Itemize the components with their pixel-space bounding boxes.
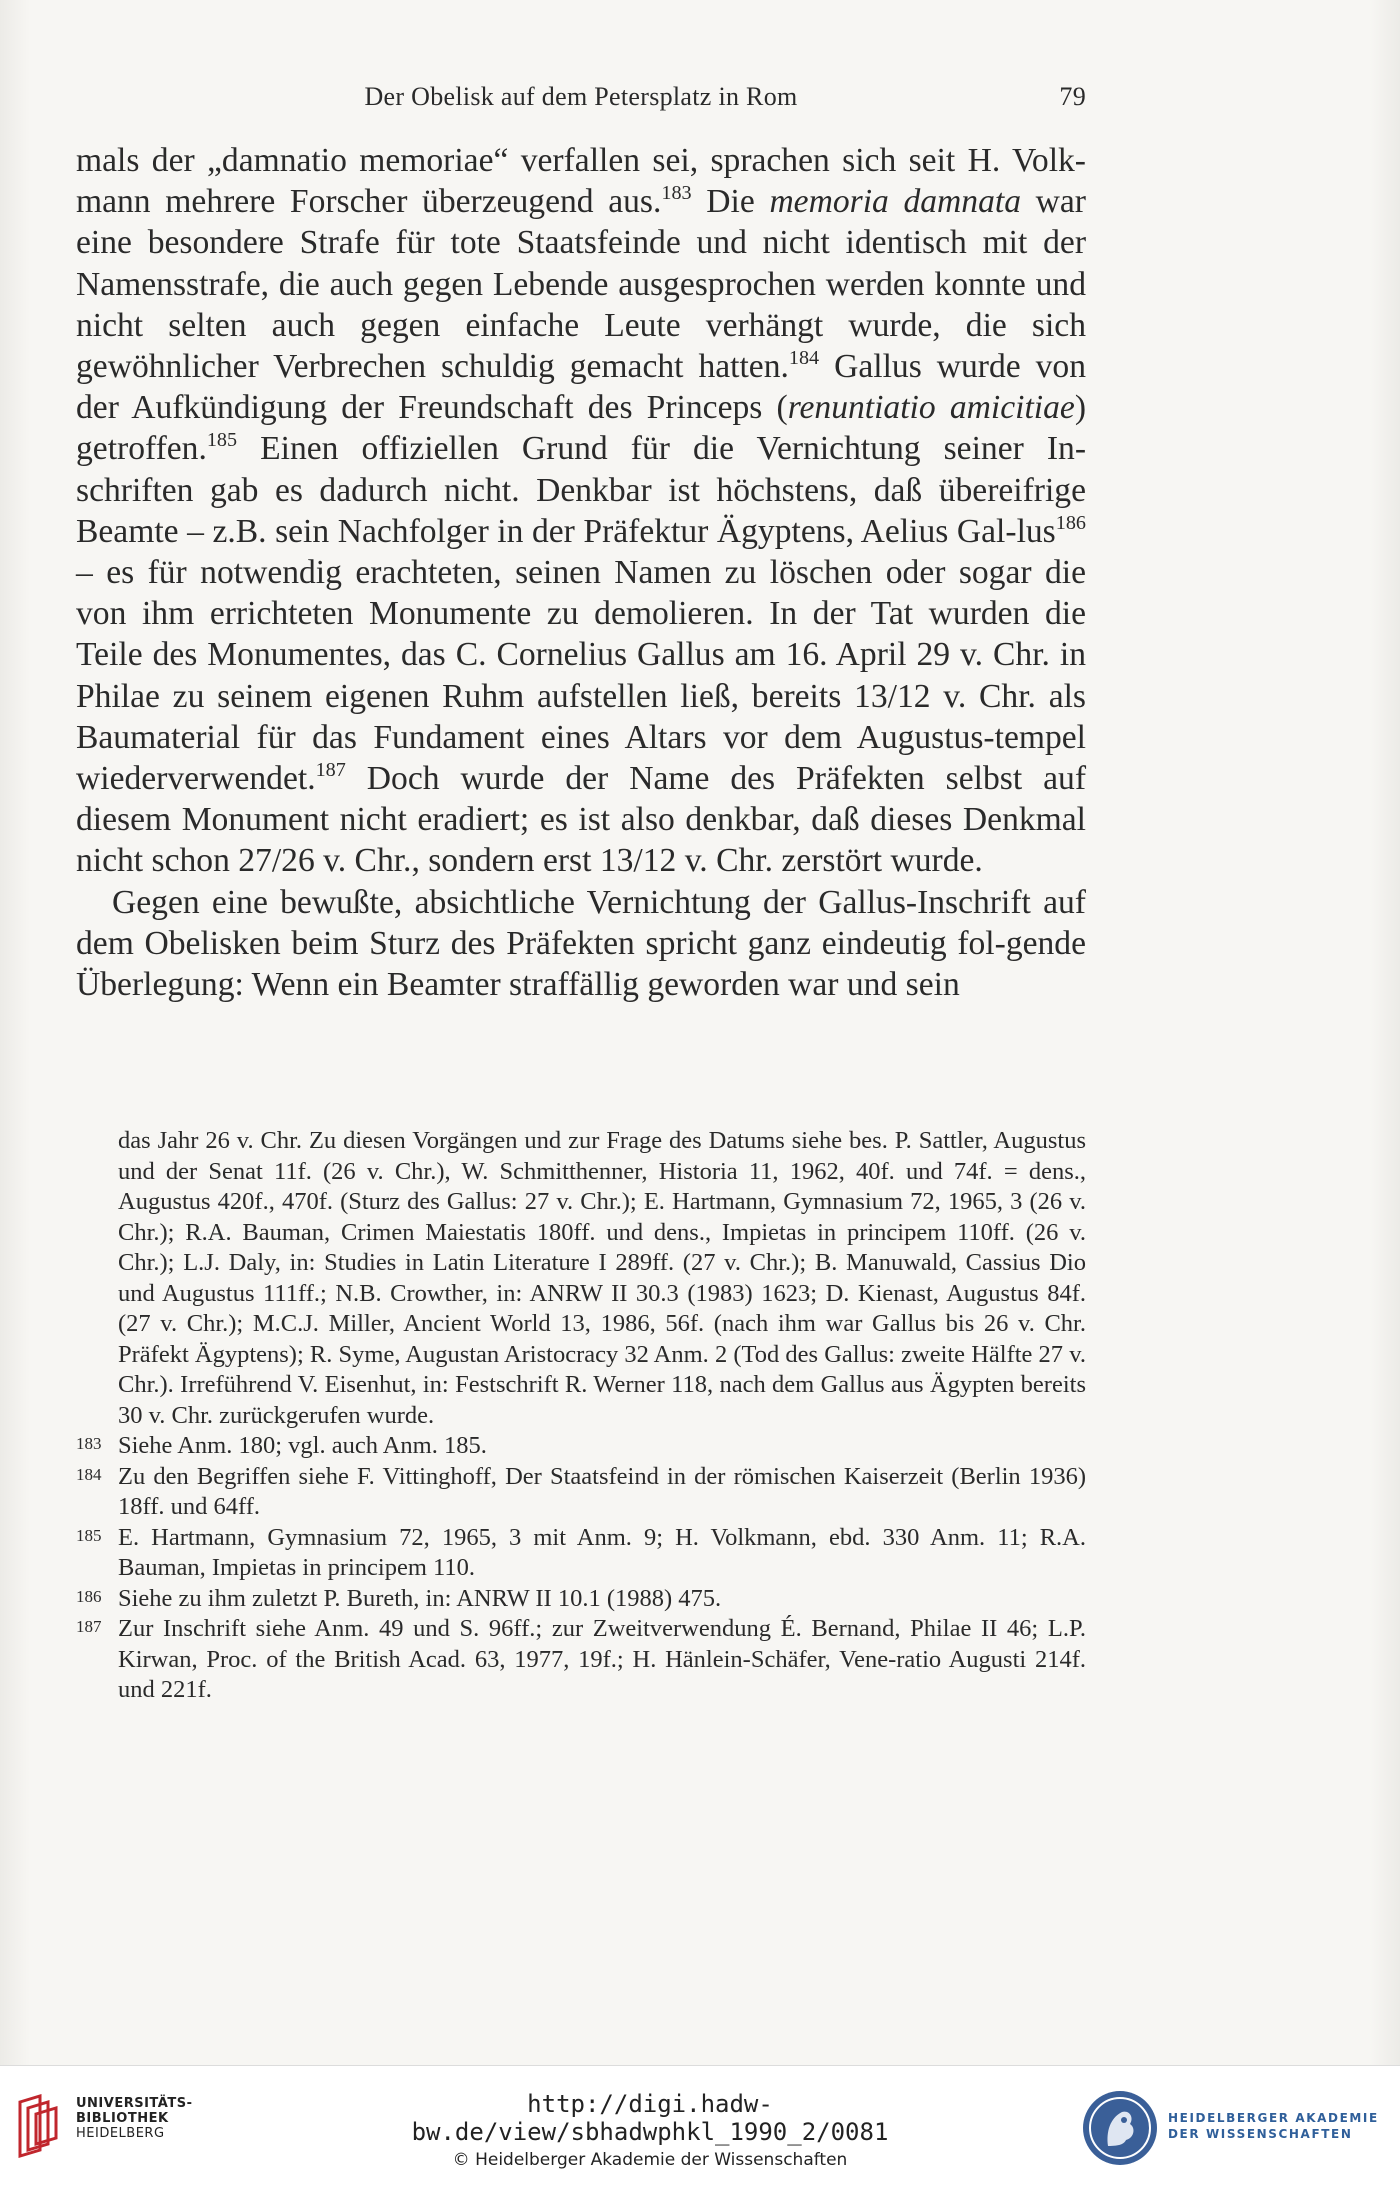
text-run: – es für notwendig erachteten, seinen Namen zu löschen oder sogar die von ihm errichteten Monumente zu demolieren. In der Tat wurden die Teile des Monumentes, das C. Cornelius Gallus am 16. April 29 v. Chr. in Philae zu seinem eigenen Ruhm aufstellen ließ, bereits 13/12 v. Chr. als Baumaterial für das Fundament eines Altars vor dem Augustus-tempel wiederverwendet. (76, 554, 1086, 798)
footnote-ref-187[interactable]: 187 (315, 758, 346, 781)
text-run: ) getroffen. (76, 389, 1086, 468)
footnote-185 (76, 1523, 1086, 1584)
footnote-ref-184[interactable]: 184 (788, 346, 820, 369)
footnote-183 (76, 1431, 1086, 1462)
footnote-187 (76, 1614, 1086, 1706)
footnote-number: 183 (76, 1434, 102, 1453)
main-text (76, 140, 1086, 1005)
footnote-text: Zur Inschrift siehe Anm. 49 und S. 96ff.; zur Zweitverwendung É. Bernand, Philae II 46; L.P. Kirwan, Proc. of the British Acad. 63, 1977, 19f.; H. Hänlein-Schäfer, Vene-ratio Augusti 214f. und 221f. (118, 1615, 1086, 1703)
footnotes (76, 1126, 1086, 1706)
footnote-184 (76, 1462, 1086, 1523)
footnote-number: 187 (76, 1617, 102, 1636)
footnote-ref-185[interactable]: 185 (206, 429, 238, 452)
running-head (76, 82, 1086, 122)
text-run: Die (691, 183, 770, 221)
footnote-186 (76, 1584, 1086, 1615)
academy-name (1168, 2110, 1379, 2142)
academy-line: HEIDELBERGER AKADEMIE (1168, 2111, 1379, 2125)
running-title: Der Obelisk auf dem Petersplatz in Rom (364, 82, 798, 111)
paragraph-1 (76, 140, 1086, 882)
footnote-text: E. Hartmann, Gymnasium 72, 1965, 3 mit Anm. 9; H. Volkmann, ebd. 330 Anm. 11; R.A. Bauman, Impietas in principem 110. (118, 1523, 1086, 1581)
permalink-url[interactable]: http://digi.hadw-bw.de/view/sbhadwphkl_1990_2/0081 (411, 2090, 889, 2146)
footnote-number: 185 (76, 1525, 102, 1545)
italic-term: renuntiatio amicitiae (787, 389, 1075, 427)
text-run: Doch wurde der Name des Präfekten selbst auf diesem Monument nicht eradiert; es ist also denkbar, daß dieses Denkmal nicht schon 27/26 v. Chr., sondern erst 13/12 v. Chr. zerstört wurde. (76, 760, 1086, 880)
footnote-ref-183[interactable]: 183 (661, 182, 692, 205)
ub-heidelberg-logo-icon[interactable] (14, 2094, 60, 2158)
library-line: HEIDELBERG (76, 2126, 165, 2141)
page-number: 79 (1059, 82, 1086, 111)
text-run: Gallus wurde von der Aufkündigung der Freundschaft des Princeps ( (76, 348, 1087, 427)
copyright-notice: © Heidelberger Akademie der Wissenschaften (452, 2150, 848, 2170)
footnote-ref-186[interactable]: 186 (1055, 511, 1086, 534)
footnote-text: Zu den Begriffen siehe F. Vittinghoff, Der Staatsfeind in der römischen Kaiserzeit (Berlin 1936) 18ff. und 64ff. (118, 1462, 1086, 1520)
library-line: UNIVERSITÄTS- (76, 2096, 193, 2111)
text-run: war eine besondere Strafe für tote Staatsfeinde und nicht identisch mit der Namensstrafe, die auch gegen Lebende ausgesprochen werden konnte und nicht selten auch gegen einfache Leute verhängt wurde, die sich gewöhnlicher Verbrechen schuldig gemacht hatten. (76, 183, 1086, 386)
paragraph-2: Gegen eine bewußte, absichtliche Vernichtung der Gallus-Inschrift auf dem Obelisken beim Sturz des Präfekten spricht ganz eindeutig fol-gende Überlegung: Wenn ein Beamter straffällig geworden war und sein (76, 883, 1086, 1004)
footnote-text: Siehe zu ihm zuletzt P. Bureth, in: ANRW II 10.1 (1988) 475. (118, 1584, 722, 1612)
footnote-continuation: das Jahr 26 v. Chr. Zu diesen Vorgängen und zur Frage des Datums siehe bes. P. Sattler, Augustus und der Senat 11f. (26 v. Chr.), W. Schmitthenner, Historia 11, 1962, 40f. und 74f. = dens., Augustus 420f., 470f. (Sturz des Gallus: 27 v. Chr.); E. Hartmann, Gymnasium 72, 1965, 3 (26 v. Chr.); R.A. Bauman, Crimen Maiestatis 180ff. und dens., Impietas in principem 110ff. (26 v. Chr.); L.J. Daly, in: Studies in Latin Literature I 289ff. (27 v. Chr.); B. Manuwald, Cassius Dio und Augustus 111ff.; N.B. Crowther, in: ANRW II 30.3 (1983) 1623; D. Kienast, Augustus 84f. (27 v. Chr.); M.C.J. Miller, Ancient World 13, 1986, 56f. (nach ihm war Gallus bis 26 v. Chr. Präfekt Ägyptens); R. Syme, Augustan Aristocracy 32 Anm. 2 (Tod des Gallus: zweite Hälfte 27 v. Chr.). Irreführend V. Eisenhut, in: Festschrift R. Werner 118, nach dem Gallus aus Ägypten bereits 30 v. Chr. zurückgerufen wurde. (118, 1127, 1086, 1429)
academy-line: DER WISSENSCHAFTEN (1168, 2127, 1353, 2141)
text-run: Einen offiziellen Grund für die Vernichtung seiner In-schriften gab es dadurch nicht. Denkbar ist höchstens, daß übereifrige Beamte – z.B. sein Nachfolger in der Präfektur Ägyptens, Aelius Gal-lus (76, 430, 1086, 550)
italic-term: memoria damnata (769, 183, 1021, 221)
library-line: BIBLIOTHEK (76, 2111, 169, 2126)
hadw-seal-icon[interactable] (1080, 2088, 1160, 2168)
text-run: mals der „damnatio memoriae“ verfallen sei, sprachen sich seit H. Volk-mann mehrere Forscher überzeugend aus. (76, 142, 1086, 221)
footnote-text: Siehe Anm. 180; vgl. auch Anm. 185. (118, 1432, 487, 1459)
footnote-number: 186 (76, 1586, 102, 1606)
viewer-footer (0, 2065, 1400, 2186)
footnote-number: 184 (76, 1464, 102, 1484)
library-name (76, 2096, 192, 2141)
